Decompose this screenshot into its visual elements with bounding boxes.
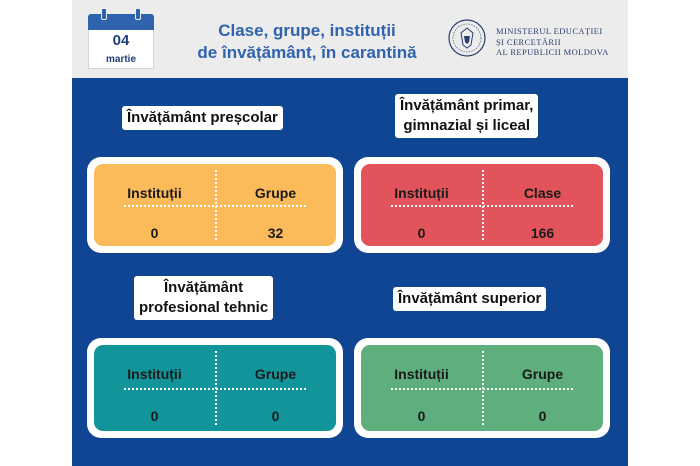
section-title-profesional — [134, 276, 273, 320]
ministry-name — [496, 26, 626, 58]
page-title-line1: Clase, grupe, instituții — [218, 21, 396, 40]
section-title-primar — [395, 94, 538, 138]
panel-primar — [354, 157, 610, 253]
panel-superior-fill — [361, 345, 603, 431]
calendar-ring — [135, 8, 141, 20]
panel-prescolar — [87, 157, 343, 253]
primar-col1-value: 0 — [417, 225, 426, 241]
prescolar-col2-value: 32 — [267, 225, 284, 241]
primar-col1-label: Instituții — [394, 185, 449, 201]
panel-profesional-fill — [94, 345, 336, 431]
page-title — [172, 20, 442, 64]
calendar-icon — [88, 14, 154, 70]
prescolar-col1-value: 0 — [150, 225, 159, 241]
profesional-col2-value: 0 — [271, 408, 280, 424]
section-title-superior: Învățământ superior — [393, 287, 546, 311]
ministry-name-line1: MINISTERUL EDUCAȚIEI — [496, 26, 603, 36]
section-title-profesional-line2: profesional tehnic — [139, 299, 269, 316]
prescolar-col1-label: Instituții — [127, 185, 182, 201]
superior-col2-value: 0 — [538, 408, 547, 424]
profesional-col1-label: Instituții — [127, 366, 182, 382]
profesional-col2-label: Grupe — [254, 366, 297, 382]
calendar-month: martie — [105, 54, 136, 65]
ministry-emblem-icon — [447, 18, 487, 58]
superior-col2-label: Grupe — [521, 366, 564, 382]
calendar-ring — [101, 8, 107, 20]
primar-col2-label: Clase — [523, 185, 562, 201]
panel-prescolar-fill — [94, 164, 336, 246]
ministry-name-line3: AL REPUBLICII MOLDOVA — [496, 47, 609, 57]
calendar-top — [88, 14, 154, 30]
section-title-profesional-line1: Învățământ — [163, 279, 244, 296]
primar-col2-value: 166 — [530, 225, 555, 241]
section-title-prescolar: Învățământ preșcolar — [122, 106, 283, 130]
section-title-primar-line1: Învățământ primar, — [400, 97, 534, 114]
calendar-day: 04 — [112, 32, 130, 49]
page-title-line2: de învățământ, în carantină — [197, 43, 417, 62]
profesional-col1-value: 0 — [150, 408, 159, 424]
panel-primar-fill — [361, 164, 603, 246]
prescolar-col2-label: Grupe — [254, 185, 297, 201]
panel-superior — [354, 338, 610, 438]
superior-col1-label: Instituții — [394, 366, 449, 382]
panel-profesional — [87, 338, 343, 438]
ministry-name-line2: ȘI CERCETĂRII — [496, 36, 561, 47]
section-title-primar-line2: gimnazial și liceal — [403, 117, 531, 134]
superior-col1-value: 0 — [417, 408, 426, 424]
